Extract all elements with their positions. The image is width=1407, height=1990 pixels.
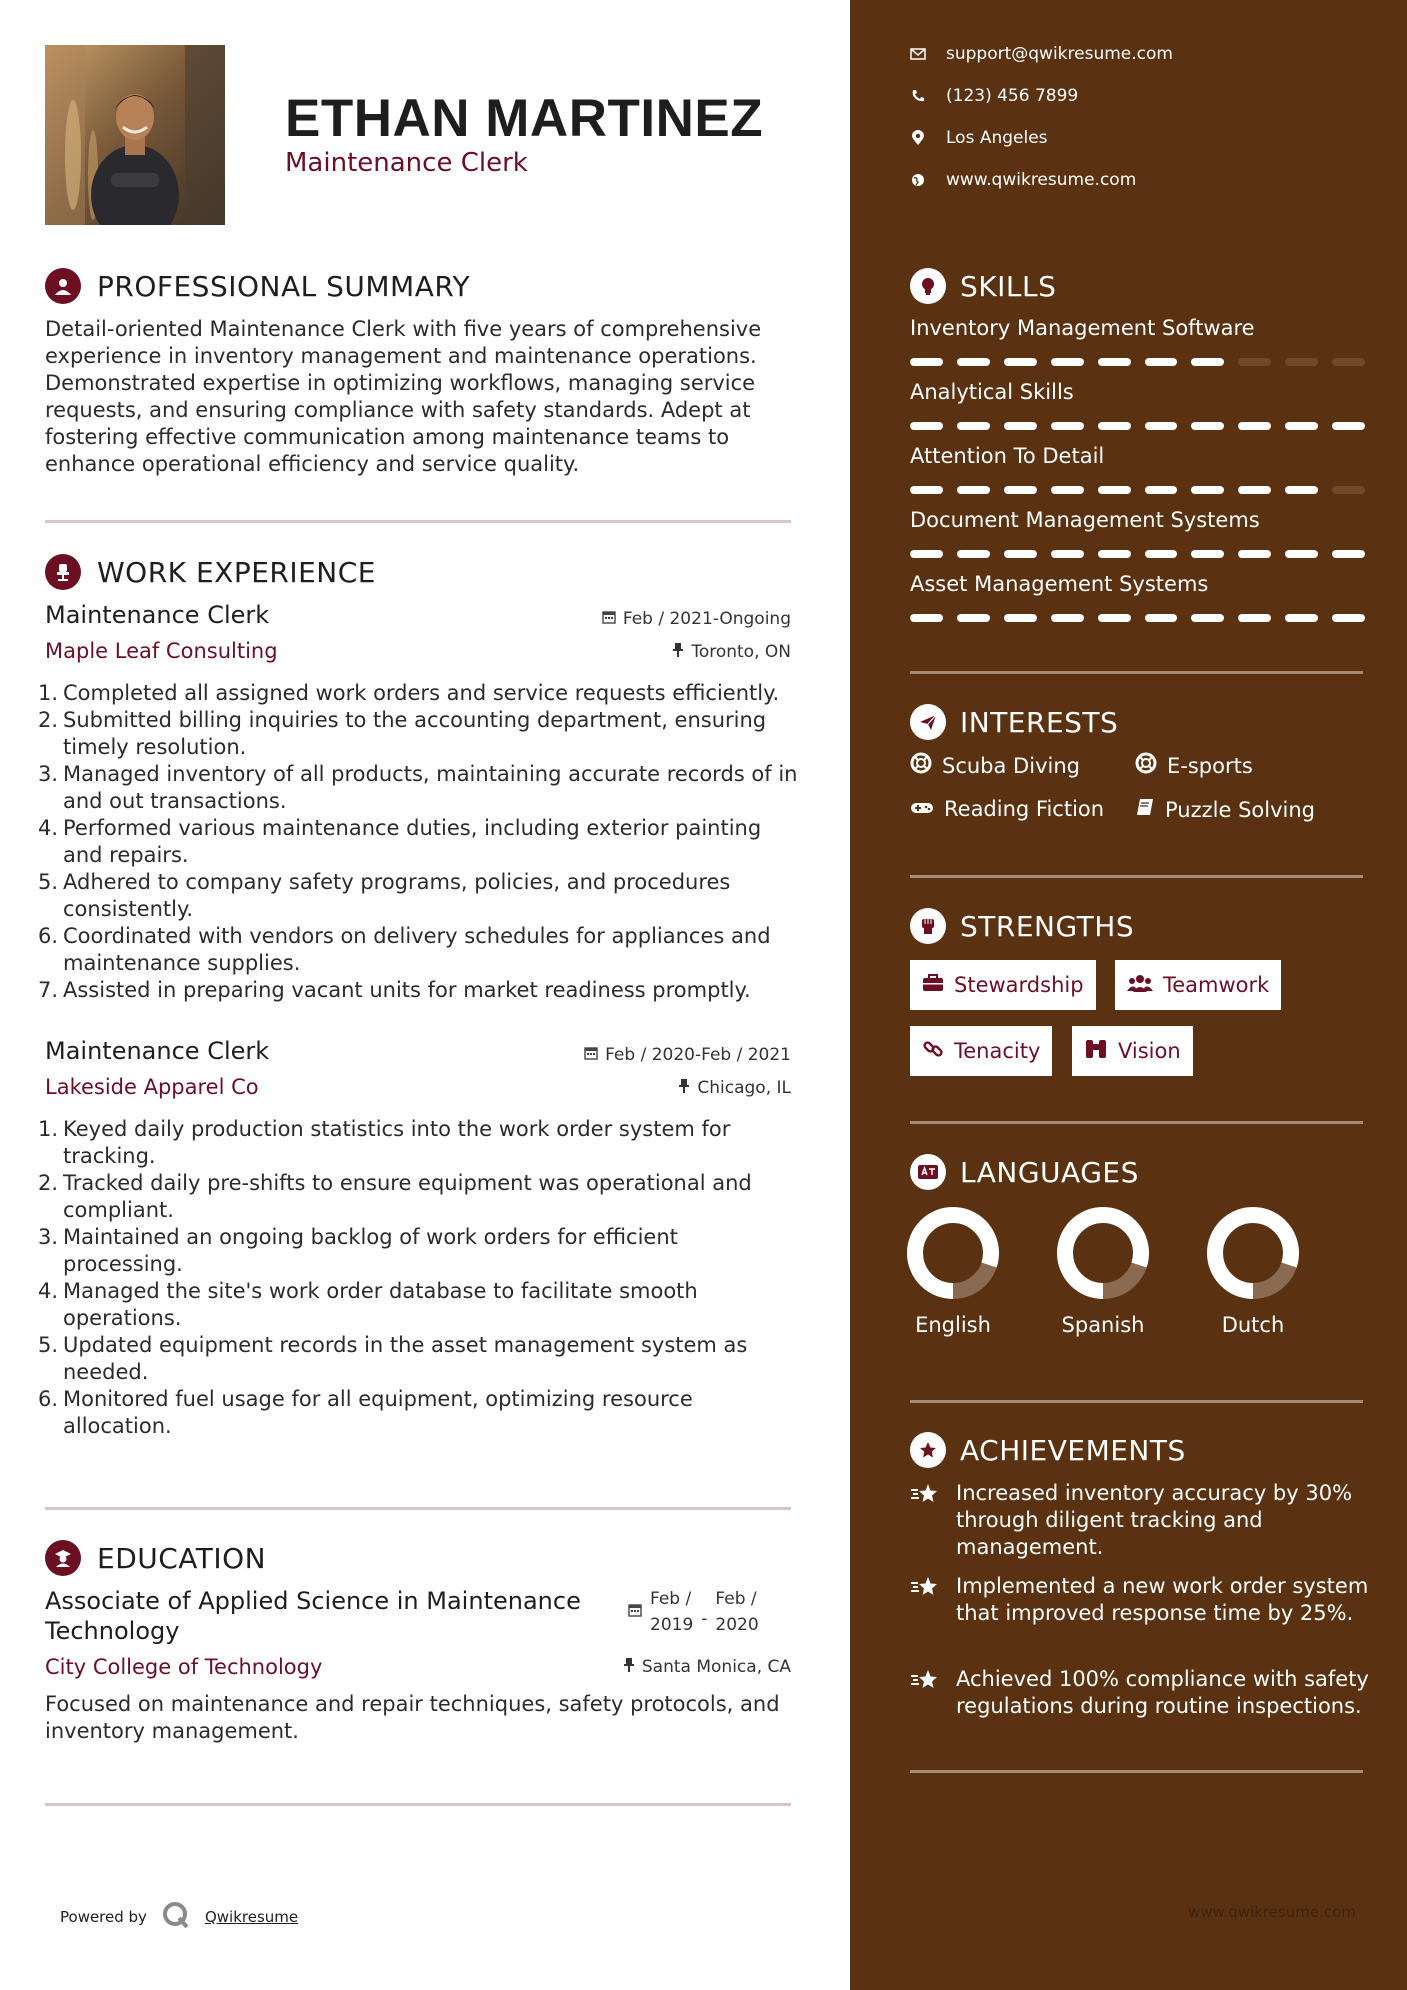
contact-website-text[interactable]: www.qwikresume.com [946,170,1137,190]
list-item: Adhered to company safety programs, policies, and procedures consistently. [63,870,731,921]
skill-level-dot [1238,614,1271,622]
list-item: Maintained an ongoing backlog of work orders for efficient processing. [63,1225,678,1276]
achievement-text: Implemented a new work order system that improved response time by 25%. [956,1574,1369,1625]
list-item: Monitored fuel usage for all equipment, optimizing resource allocation. [63,1387,693,1438]
skill-level-dot [957,486,990,494]
divider [910,1400,1363,1403]
star-badge-icon [910,1432,946,1468]
skill-level-dot [1332,358,1365,366]
skill-level-dot [1191,550,1224,558]
skill-level-dot [1285,550,1318,558]
divider [910,1121,1363,1124]
skill-level-dot [1098,486,1131,494]
skill-level-dot [957,614,990,622]
skill-level-dot [1051,614,1084,622]
achievement-item [910,1480,1370,1561]
skill-name: Inventory Management Software [910,316,1255,340]
divider [910,1770,1363,1773]
summary-text: Detail-oriented Maintenance Clerk with five years of comprehensive experience in inventory management and maintenance operations. Demonstrated expertise in optimizing workflows, managing service requests, and ensuring compliance with safety standards. Adept at fostering effective communication among maintenance teams to enhance operational efficiency and service quality. [45,317,762,476]
job-dates-text: Feb / 2020-Feb / 2021 [605,1045,791,1065]
contact-phone [910,86,1078,106]
languages-title: LANGUAGES [960,1155,1139,1189]
skill-level-dot [1191,358,1224,366]
interest-item [910,752,1080,779]
skill-level-dot [1145,550,1178,558]
skill-row [910,572,1365,622]
skills-title: SKILLS [960,269,1057,303]
education-dates [628,1586,759,1638]
divider [45,520,791,523]
achievement-text: Increased inventory accuracy by 30% through diligent tracking and management. [956,1481,1353,1559]
qwikresume-logo-icon [161,1900,191,1934]
contact-phone-text: (123) 456 7899 [946,86,1079,106]
skill-level-dot [1051,422,1084,430]
skill-level-dot [910,422,943,430]
skill-level-dot [1145,358,1178,366]
education-date-separator: - [701,1609,708,1629]
contact-location-text: Los Angeles [946,128,1048,148]
skills-heading [910,268,1056,304]
education-start-line1: Feb / [650,1589,692,1609]
strengths-heading [910,908,1134,944]
education-end [715,1586,758,1638]
skill-row [910,508,1365,558]
user-icon [45,268,81,304]
skill-level-dot [1191,422,1224,430]
skill-level-dot [1238,358,1271,366]
candidate-role: Maintenance Clerk [285,148,528,178]
language-level-ring [905,1205,1001,1301]
skill-row [910,380,1365,430]
skill-level-dot [1332,486,1365,494]
language-name: English [915,1313,991,1337]
star-icon [910,1480,942,1561]
interest-item [1135,797,1315,822]
pin-icon [672,642,684,662]
experience-title: WORK EXPERIENCE [97,555,376,589]
book-icon [1135,797,1155,822]
education-end-line2: 2020 [715,1615,759,1635]
lightbulb-icon [910,268,946,304]
interest-label: Reading Fiction [944,797,1105,821]
interest-item [1135,752,1253,779]
powered-by [60,1900,298,1934]
languages-heading [910,1154,1139,1190]
skill-level-dot [957,358,990,366]
divider [910,671,1363,674]
list-item: Managed the site's work order database to facilitate smooth operations. [63,1279,698,1330]
users-icon [1127,973,1153,998]
job-title: Maintenance Clerk [45,601,270,629]
language-item [1043,1205,1163,1337]
skill-level-meter [910,422,1365,430]
list-item: Coordinated with vendors on delivery schedules for appliances and maintenance supplies. [63,924,771,975]
skill-level-dot [957,550,990,558]
skill-level-dot [910,486,943,494]
language-level-ring [1055,1205,1151,1301]
skill-level-meter [910,614,1365,622]
education-start-line2: 2019 [650,1615,694,1635]
education-title: EDUCATION [97,1541,267,1575]
job-bullets [38,680,798,1004]
skill-level-dot [1191,614,1224,622]
skill-level-dot [1191,486,1224,494]
skill-level-dot [1332,422,1365,430]
language-item [1193,1205,1313,1337]
skill-name: Analytical Skills [910,380,1074,404]
interest-label: Scuba Diving [942,753,1080,778]
skill-level-dot [1051,550,1084,558]
strength-badge [1072,1026,1193,1076]
experience-heading [45,554,376,590]
skill-level-meter [910,486,1365,494]
map-marker-icon [910,130,926,146]
skill-level-dot [910,614,943,622]
skill-level-dot [1145,614,1178,622]
education-heading [45,1540,266,1576]
binoculars-icon [1084,1038,1108,1065]
job-location [678,1078,791,1098]
achievement-item [910,1666,1370,1720]
contact-location [910,128,1048,148]
skill-row [910,316,1365,366]
language-name: Dutch [1221,1313,1285,1337]
skill-level-dot [957,422,990,430]
interests-heading [910,704,1118,740]
divider [910,875,1363,878]
list-item: Keyed daily production statistics into the work order system for tracking. [63,1117,731,1168]
job-title: Maintenance Clerk [45,1037,270,1065]
list-item: Updated equipment records in the asset management system as needed. [63,1333,748,1384]
divider [45,1803,791,1806]
gamepad-icon [910,797,934,821]
calendar-icon [584,1045,598,1065]
skill-level-meter [910,550,1365,558]
link-icon [922,1038,944,1065]
skill-level-dot [1285,358,1318,366]
skill-level-dot [1098,614,1131,622]
skill-level-dot [1332,614,1365,622]
skill-level-dot [1051,486,1084,494]
skill-level-meter [910,358,1365,366]
skill-level-dot [1145,486,1178,494]
pin-icon [623,1657,635,1677]
job-bullets [38,1116,798,1440]
skill-level-dot [1004,486,1037,494]
phone-icon [910,89,926,103]
list-item: Completed all assigned work orders and service requests efficiently. [63,681,780,705]
strength-badge [910,960,1096,1010]
footer-watermark: www.qwikresume.com [1188,1903,1356,1921]
list-item: Performed various maintenance duties, including exterior painting and repairs. [63,816,762,867]
skill-name: Document Management Systems [910,508,1260,532]
language-icon [910,1154,946,1190]
skill-name: Asset Management Systems [910,572,1209,596]
language-item [893,1205,1013,1337]
strength-label: Tenacity [954,1039,1041,1063]
list-item: Tracked daily pre-shifts to ensure equipment was operational and compliant. [63,1171,752,1222]
summary-title: PROFESSIONAL SUMMARY [97,269,471,303]
skill-row [910,444,1365,494]
list-item: Assisted in preparing vacant units for market readiness promptly. [63,978,751,1002]
skill-level-dot [1332,550,1365,558]
skill-level-dot [910,550,943,558]
list-item: Submitted billing inquiries to the accounting department, ensuring timely resolution. [63,708,767,759]
interest-item [910,797,1104,821]
interest-label: Puzzle Solving [1165,797,1315,822]
strength-badge [910,1026,1052,1076]
office-chair-icon [45,554,81,590]
job-dates [602,609,791,629]
achievement-text: Achieved 100% compliance with safety regulations during routine inspections. [956,1667,1369,1718]
skill-level-dot [1004,358,1037,366]
strength-label: Vision [1118,1039,1181,1063]
education-location-text: Santa Monica, CA [641,1657,791,1677]
skill-level-dot [1238,550,1271,558]
contact-email [910,44,1173,64]
job-company: Maple Leaf Consulting [45,639,278,663]
language-level-ring [1205,1205,1301,1301]
skill-level-dot [1004,550,1037,558]
fist-icon [910,908,946,944]
briefcase-icon [922,973,944,997]
job-dates [584,1045,791,1065]
candidate-name: ETHAN MARTINEZ [285,89,764,148]
job-location-text: Toronto, ON [691,642,791,662]
education-school: City College of Technology [45,1655,323,1679]
achievements-heading [910,1432,1186,1468]
strength-badge [1115,960,1281,1010]
paper-plane-icon [910,704,946,740]
profile-photo [45,45,225,225]
envelope-icon [910,48,926,60]
contact-email-text[interactable]: support@qwikresume.com [946,44,1173,64]
strengths-title: STRENGTHS [960,909,1135,943]
strength-label: Teamwork [1163,973,1270,997]
skill-name: Attention To Detail [910,444,1105,468]
lifebuoy-icon [910,752,932,779]
skill-level-dot [1145,422,1178,430]
calendar-icon [628,1599,642,1625]
lifebuoy-icon [1135,752,1157,779]
skill-level-dot [1051,358,1084,366]
list-item: Managed inventory of all products, maintaining accurate records of in and out transactions. [63,762,798,813]
pin-icon [678,1078,690,1098]
skill-level-dot [1004,422,1037,430]
powered-by-label: Powered by [60,1908,147,1926]
calendar-icon [602,609,616,629]
strength-label: Stewardship [954,973,1084,997]
summary-heading [45,268,470,304]
education-location [623,1657,791,1677]
skill-level-dot [1004,614,1037,622]
job-location [672,642,791,662]
star-icon [910,1573,942,1627]
skill-level-dot [1098,550,1131,558]
education-description: Focused on maintenance and repair techniques, safety protocols, and inventory management. [45,1692,780,1743]
skill-level-dot [1098,422,1131,430]
skill-level-dot [1238,422,1271,430]
contact-website [910,170,1136,190]
job-company: Lakeside Apparel Co [45,1075,259,1099]
skill-level-dot [1285,486,1318,494]
skill-level-dot [1098,358,1131,366]
graduate-icon [45,1540,81,1576]
education-start [650,1586,693,1638]
skill-level-dot [1285,614,1318,622]
education-end-line1: Feb / [715,1589,757,1609]
job-dates-text: Feb / 2021-Ongoing [622,609,791,629]
globe-icon [910,173,926,187]
language-name: Spanish [1061,1313,1145,1337]
interest-label: E-sports [1167,753,1253,778]
achievement-item [910,1573,1370,1627]
sidebar [850,0,1407,1990]
skill-level-dot [910,358,943,366]
achievements-title: ACHIEVEMENTS [960,1433,1186,1467]
education-degree: Associate of Applied Science in Maintenance Technology [45,1587,581,1645]
interests-title: INTERESTS [960,705,1119,739]
brand-link[interactable]: Qwikresume [204,1908,299,1926]
job-location-text: Chicago, IL [697,1078,791,1098]
star-icon [910,1666,942,1720]
skill-level-dot [1285,422,1318,430]
divider [45,1507,791,1510]
skill-level-dot [1238,486,1271,494]
